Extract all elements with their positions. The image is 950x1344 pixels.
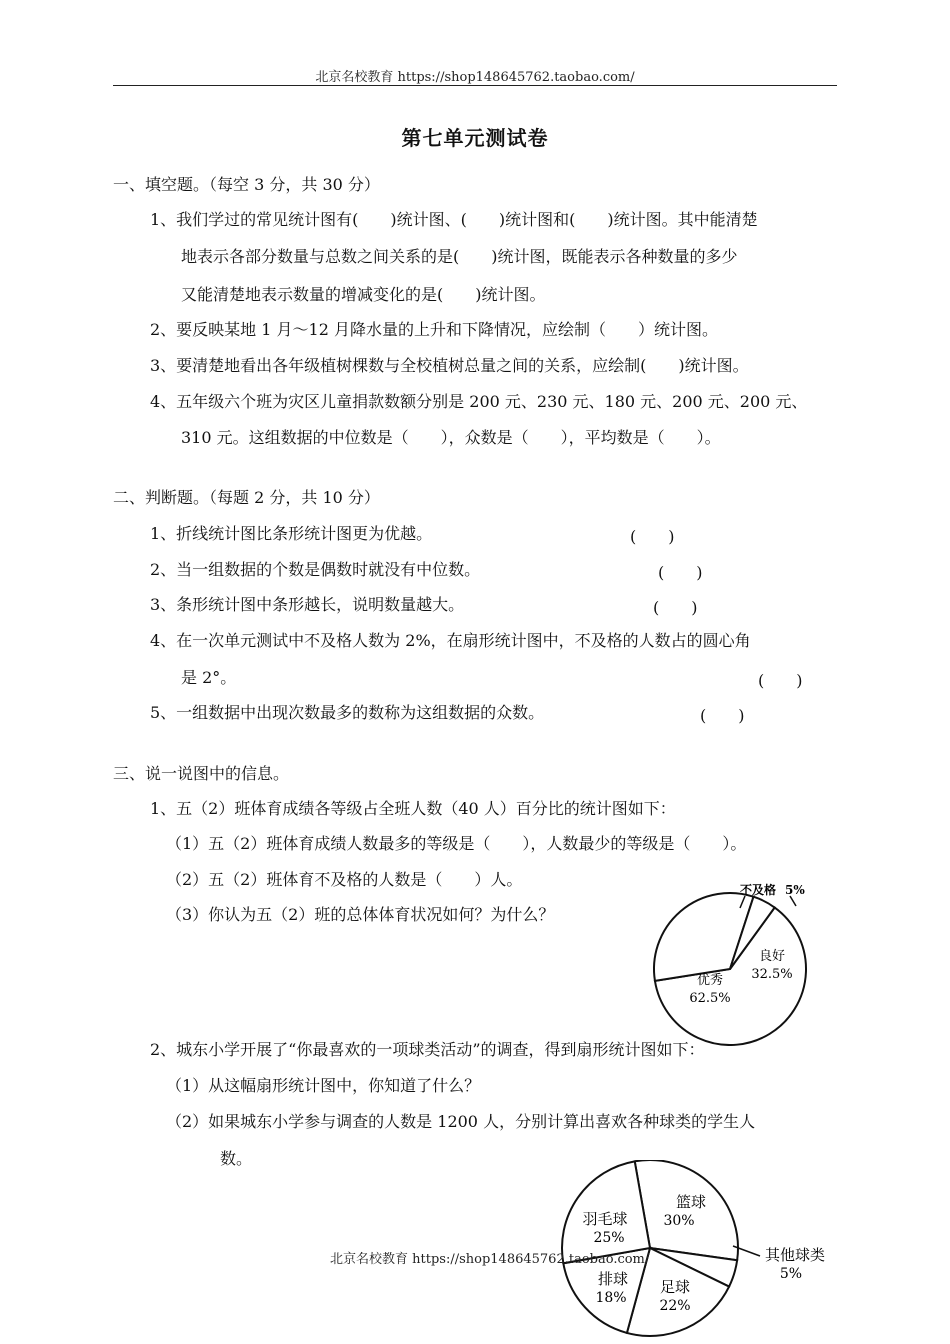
pie1-label-bujige: 不及格	[740, 883, 777, 897]
pie1-value-youxiu: 62.5%	[689, 991, 731, 1006]
s2-q4-answer-paren: ( )	[758, 671, 803, 690]
s2-q5-answer-paren: ( )	[700, 706, 745, 725]
section1-heading: 一、填空题。（每空 3 分，共 30 分）	[113, 175, 380, 194]
pie1-label-lianghao: 良好	[758, 949, 786, 964]
s2-q3-answer-paren: ( )	[653, 598, 698, 617]
section2-heading: 二、判断题。（每题 2 分，共 10 分）	[113, 488, 380, 507]
pie2-label-paiqiu: 排球	[597, 1270, 629, 1288]
pie1-label-youxiu: 优秀	[696, 973, 724, 988]
s1-q1-line1: 1、我们学过的常见统计图有( )统计图、( )统计图和( )统计图。其中能清楚	[150, 210, 758, 229]
s2-q2: 2、当一组数据的个数是偶数时就没有中位数。	[150, 560, 481, 579]
s3-q1-part1: （1）五（2）班体育成绩人数最多的等级是（ ），人数最少的等级是（ ）。	[166, 834, 747, 853]
s1-q3: 3、要清楚地看出各年级植树棵数与全校植树总量之间的关系，应绘制( )统计图。	[150, 356, 749, 375]
page-header: 北京名校教育 https://shop148645762.taobao.com/	[315, 70, 635, 85]
s3-q1-part2: （2）五（2）班体育不及格的人数是（ ）人。	[166, 870, 523, 889]
page-title: 第七单元测试卷	[401, 126, 549, 150]
s2-q3: 3、条形统计图中条形越长，说明数量越大。	[150, 595, 465, 614]
s2-q5: 5、一组数据中出现次数最多的数称为这组数据的众数。	[150, 703, 545, 722]
s2-q2-answer-paren: ( )	[658, 563, 703, 582]
s2-q1: 1、折线统计图比条形统计图更为优越。	[150, 524, 433, 543]
s1-q1-line2: 地表示各部分数量与总数之间关系的是( )统计图，既能表示各种数量的多少	[181, 247, 738, 266]
pie-chart-pe-grades	[650, 876, 820, 1046]
s1-q1-line3: 又能清楚地表示数量的增减变化的是( )统计图。	[181, 285, 546, 304]
pie2-label-qita: 其他球类	[764, 1246, 826, 1264]
s1-q4-line2: 310 元。这组数据的中位数是（ ），众数是（ ），平均数是（ ）。	[181, 428, 721, 447]
s3-q2-part2-line2: 数。	[220, 1149, 253, 1168]
s1-q4-line1: 4、五年级六个班为灾区儿童捐款数额分别是 200 元、230 元、180 元、200 元、200 元、	[150, 392, 808, 411]
pie2-value-zuqiu: 22%	[659, 1298, 691, 1314]
page-footer: 北京名校教育 https://shop148645762.taobao.com/	[330, 1252, 650, 1267]
section3-heading: 三、说一说图中的信息。	[113, 764, 290, 783]
pie2-value-paiqiu: 18%	[595, 1290, 627, 1306]
pie1-value-lianghao: 32.5%	[751, 967, 793, 982]
pie1-value-bujige: 5%	[785, 883, 805, 897]
s2-q4-line1: 4、在一次单元测试中不及格人数为 2%，在扇形统计图中，不及格的人数占的圆心角	[150, 631, 751, 650]
pie2-label-zuqiu: 足球	[659, 1278, 691, 1296]
header-rule	[113, 85, 837, 86]
pie2-value-yumaoqiu: 25%	[593, 1230, 625, 1246]
pie2-label-lanqiu: 篮球	[675, 1193, 707, 1211]
s3-q1: 1、五（2）班体育成绩各等级占全班人数（40 人）百分比的统计图如下：	[150, 799, 676, 818]
s3-q1-part3: （3）你认为五（2）班的总体体育状况如何？为什么？	[166, 905, 555, 924]
s3-q2-part1: （1）从这幅扇形统计图中，你知道了什么？	[166, 1076, 481, 1095]
s2-q4-line2: 是 2°。	[181, 668, 237, 687]
pie2-value-lanqiu: 30%	[663, 1213, 695, 1229]
pie2-value-qita: 5%	[779, 1266, 803, 1282]
s1-q2: 2、要反映某地 1 月～12 月降水量的上升和下降情况，应绘制（ ）统计图。	[150, 320, 718, 339]
s3-q2: 2、城东小学开展了“你最喜欢的一项球类活动”的调查，得到扇形统计图如下：	[150, 1040, 705, 1059]
s3-q2-part2-line1: （2）如果城东小学参与调查的人数是 1200 人，分别计算出喜欢各种球类的学生人	[166, 1112, 756, 1131]
pie2-label-yumaoqiu: 羽毛球	[582, 1210, 628, 1228]
s2-q1-answer-paren: ( )	[630, 527, 675, 546]
